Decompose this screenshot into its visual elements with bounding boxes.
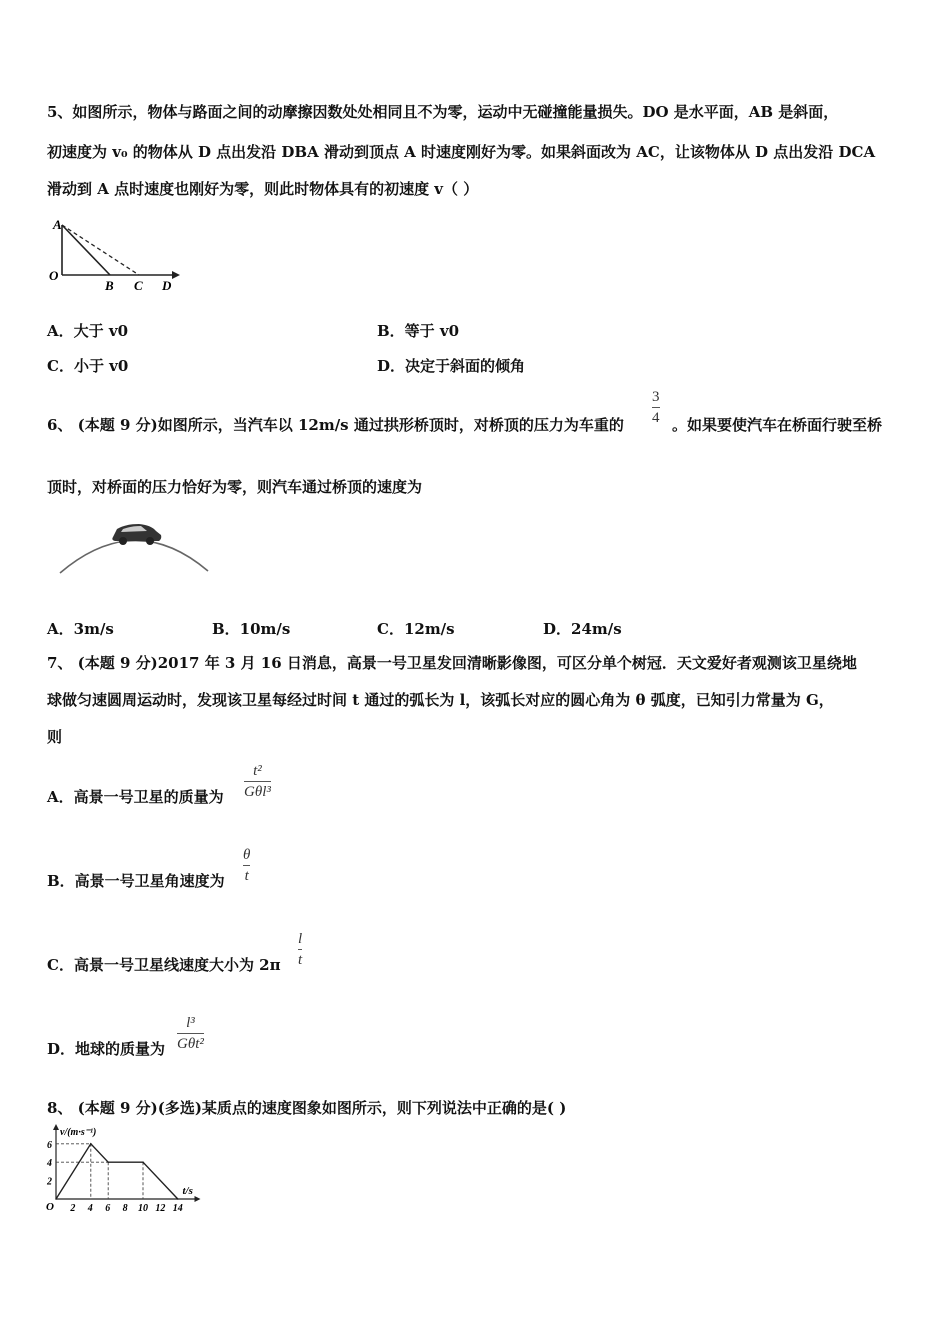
q6-fraction-denominator: 4: [652, 410, 660, 426]
q7-option-d-denominator: Gθt²: [177, 1036, 204, 1052]
data-point: [177, 1198, 179, 1200]
series-line-v: [56, 1144, 178, 1199]
q7-option-b[interactable]: B．高景一号卫星角速度为: [47, 872, 225, 890]
q7-option-c[interactable]: C．高景一号卫星线速度大小为 2π: [47, 956, 281, 974]
q5-incline-figure: [44, 215, 184, 293]
q5-line-2: 初速度为 v₀ 的物体从 D 点出发沿 DBA 滑动到顶点 A 时速度刚好为零。如果斜面改为 AC，让该物体从 D 点出发沿 DCA: [47, 143, 876, 161]
origin-label: O: [46, 1201, 54, 1213]
q7-option-c-fraction: [298, 930, 302, 969]
q5-option-c[interactable]: C．小于 v0: [47, 357, 129, 375]
data-point: [55, 1198, 57, 1200]
x-tick-label: 2: [70, 1203, 76, 1214]
x-tick-label: 6: [105, 1203, 111, 1214]
y-axis-arrow: [53, 1124, 59, 1130]
q5-option-a[interactable]: A．大于 v0: [47, 322, 129, 340]
q6-option-d[interactable]: D．24m/s: [543, 620, 622, 638]
q7-line-1: 7、 (本题 9 分)2017 年 3 月 16 日消息，高景一号卫星发回清晰影像图，可区分单个树冠．天文爱好者观测该卫星绕地: [47, 654, 857, 672]
q7-option-c-numerator: l: [298, 931, 303, 947]
y-tick-label: 6: [47, 1139, 52, 1151]
q6-line-1-suffix: 。如果要使汽车在桥面行驶至桥: [672, 416, 883, 434]
x-axis-arrow: [195, 1196, 201, 1202]
data-point: [107, 1161, 109, 1163]
q8-velocity-time-chart: [40, 1122, 215, 1218]
q8-line-1: 8、 (本题 9 分)(多选)某质点的速度图象如图所示，则下列说法中正确的是( ): [47, 1099, 567, 1117]
y-tick-label: 2: [47, 1176, 52, 1188]
q7-option-b-numerator: θ: [243, 847, 251, 863]
q7-option-a-fraction: [244, 762, 271, 801]
q5-option-b[interactable]: B．等于 v0: [377, 322, 460, 340]
q5-label-o: O: [49, 268, 59, 283]
data-point: [90, 1143, 92, 1145]
q5-line-1: 5、如图所示，物体与路面之间的动摩擦因数处处相同且不为零，运动中无碰撞能量损失。DO 是水平面，AB 是斜面，: [47, 103, 839, 121]
q6-option-a[interactable]: A．3m/s: [47, 620, 114, 638]
q6-bridge-figure: [55, 515, 215, 580]
q6-line-1-prefix: 6、 (本题 9 分)如图所示，当汽车以 12m/s 通过拱形桥顶时，对桥顶的压力为车重的: [47, 416, 624, 434]
q6-fraction: [652, 388, 660, 427]
q6-option-c[interactable]: C．12m/s: [377, 620, 455, 638]
q7-option-d-fraction: [177, 1014, 204, 1053]
q6-fraction-numerator: 3: [652, 389, 660, 405]
q5-label-b: B: [105, 278, 114, 293]
q7-option-b-denominator: t: [244, 868, 249, 884]
q5-label-d: D: [162, 278, 172, 293]
q5-label-a: A: [53, 217, 62, 232]
q7-option-c-denominator: t: [298, 952, 303, 968]
q6-line-2: 顶时，对桥面的压力恰好为零，则汽车通过桥顶的速度为: [47, 478, 423, 496]
q5-option-d[interactable]: D．决定于斜面的倾角: [377, 357, 526, 375]
q7-line-3: 则: [47, 728, 63, 746]
x-tick-label: 10: [138, 1203, 148, 1214]
q7-option-a[interactable]: A．高景一号卫星的质量为: [47, 788, 224, 806]
x-tick-label: 14: [172, 1203, 183, 1214]
y-tick-label: 4: [47, 1158, 52, 1170]
q5-label-c: C: [134, 278, 143, 293]
q5-slope-ab: [62, 225, 110, 275]
x-tick-label: 12: [155, 1203, 166, 1214]
x-tick-label: 4: [87, 1203, 93, 1214]
q6-option-b[interactable]: B．10m/s: [212, 620, 291, 638]
y-axis-label: v/(m·s⁻¹): [60, 1127, 97, 1138]
q7-option-a-denominator: Gθl³: [244, 784, 271, 800]
q7-option-d[interactable]: D．地球的质量为: [47, 1040, 166, 1058]
q7-line-2: 球做匀速圆周运动时，发现该卫星每经过时间 t 通过的弧长为 l，该弧长对应的圆心角为 θ 弧度，已知引力常量为 G，: [47, 691, 834, 709]
q7-option-b-fraction: [243, 846, 250, 885]
q7-option-d-numerator: l³: [186, 1015, 195, 1031]
q7-option-a-numerator: t²: [253, 763, 262, 779]
q5-slope-ac: [62, 225, 139, 275]
q5-arrow-head: [172, 271, 180, 279]
data-point: [142, 1161, 144, 1163]
q6-bridge-arc: [60, 540, 208, 573]
q5-line-3: 滑动到 A 点时速度也刚好为零，则此时物体具有的初速度 v（ ）: [47, 180, 479, 198]
x-axis-label: t/s: [182, 1185, 193, 1197]
x-tick-label: 8: [122, 1203, 128, 1214]
